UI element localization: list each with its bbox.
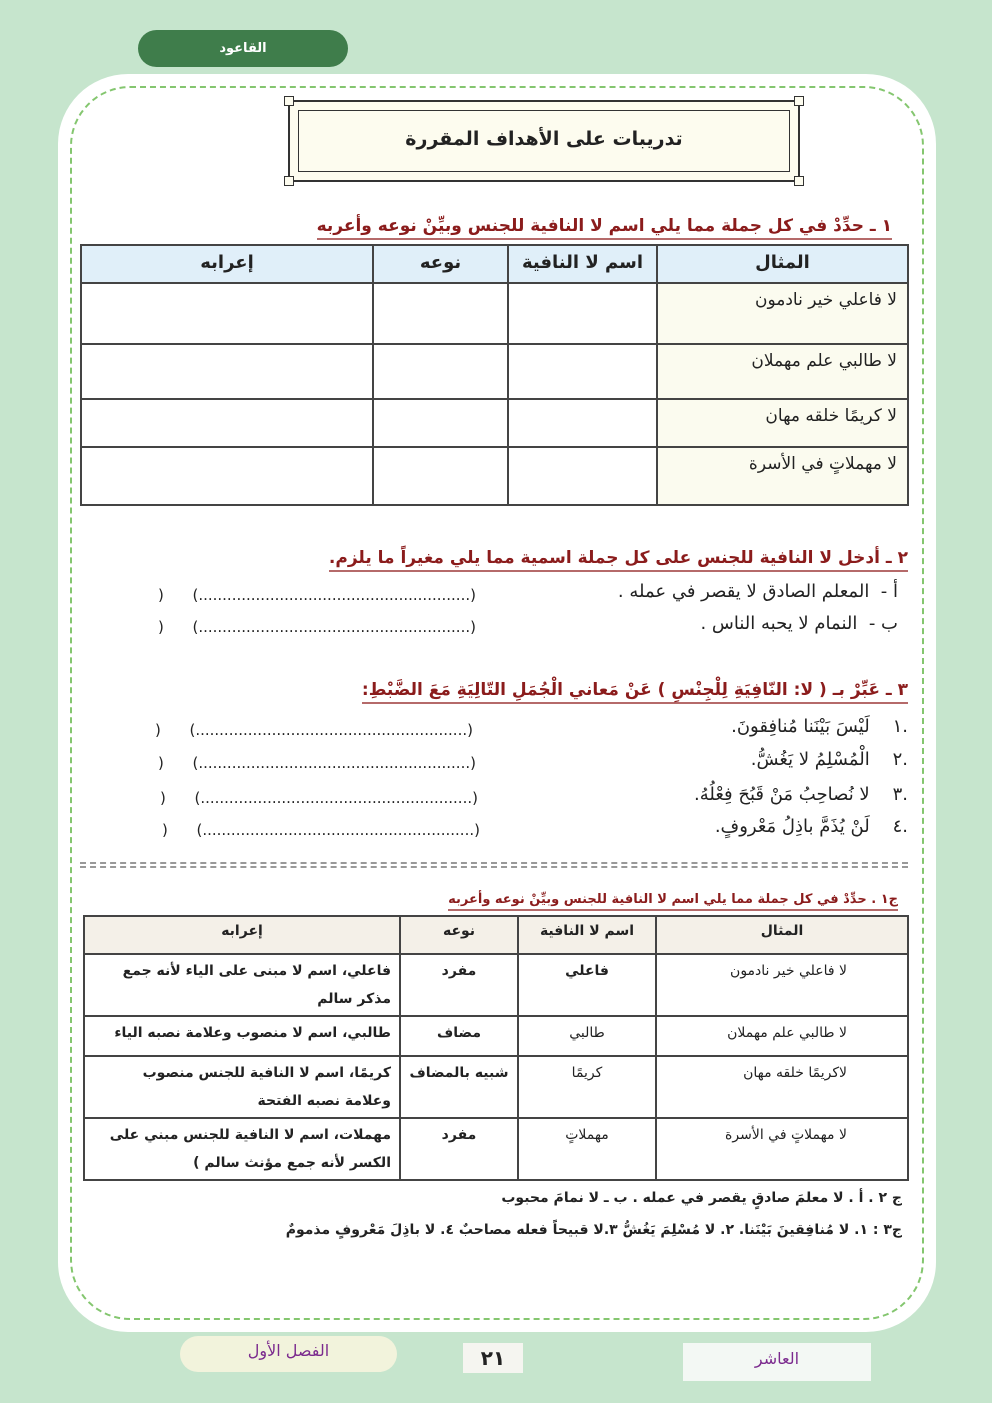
example-cell: لا مهملاتٍ في الأسرة	[657, 447, 908, 505]
footer-term: الفصل الأول	[180, 1336, 397, 1372]
answer-blank[interactable]: ) (.........................................................)	[158, 586, 476, 604]
col-header: إعرابه	[84, 916, 400, 954]
example-cell: لا طالبي علم مهملان	[657, 344, 908, 399]
answer-blank[interactable]: ) (.........................................................)	[162, 821, 480, 839]
noun-cell: طالبي	[518, 1016, 656, 1056]
footer-grade: العاشر	[683, 1343, 871, 1381]
example-cell: لا كريمًا خلقه مهان	[657, 399, 908, 447]
item-text: المعلم الصادق لا يقصر في عمله .	[617, 581, 870, 602]
q3-item	[715, 816, 908, 837]
example-cell: لا مهملاتٍ في الأسرة	[656, 1118, 908, 1180]
q1-heading: ١ ـ حدِّدْ في كل جملة مما يلي اسم لا النافية للجنس وبيِّنْ نوعه وأعربه	[317, 216, 892, 240]
parse-cell: طالبي، اسم لا منصوب وعلامة نصبه الياء	[84, 1016, 400, 1056]
answer-cell[interactable]	[373, 447, 508, 505]
answer-3: ج٣ : ١. لا مُنافِقينَ بَيْنَنا. ٢. لا مُسْلِمَ يَغُشُّ ٣.لا قبيحاً فعله مصاحبٌ ٤. لا باذِلَ مَعْروفٍ مذمومٌ	[285, 1222, 902, 1238]
example-cell: لا طالبي علم مهملان	[656, 1016, 908, 1056]
answer-cell[interactable]	[508, 447, 657, 505]
answer-cell[interactable]	[81, 399, 373, 447]
answer-cell[interactable]	[508, 344, 657, 399]
answer-blank[interactable]: ) (.........................................................)	[155, 721, 473, 739]
type-cell: مضاف	[400, 1016, 518, 1056]
parse-cell: فاعلي، اسم لا مبنى على الياء لأنه جمع مذكر سالم	[84, 954, 400, 1016]
item-text: لَنْ يُذَمَّ باذِلُ مَعْروفٍ.	[714, 816, 870, 837]
answer-cell[interactable]	[508, 283, 657, 344]
item-label: ب -	[868, 613, 898, 634]
type-cell: مفرد	[400, 954, 518, 1016]
example-cell: لا فاعلي خير نادمون	[656, 954, 908, 1016]
item-label: .٣	[892, 784, 908, 805]
example-cell: لاكريمًا خلقه مهان	[656, 1056, 908, 1118]
page-number: ٢١	[463, 1343, 523, 1373]
item-text: لا نُصاحِبُ مَنْ قَبُحَ فِعْلُهُ.	[694, 784, 870, 805]
answer-cell[interactable]	[81, 344, 373, 399]
author-pill: القاعود	[138, 30, 348, 67]
item-label: .١	[892, 716, 908, 737]
answer-table	[83, 915, 909, 1181]
item-text: النمام لا يحبه الناس .	[700, 613, 858, 634]
q2-item	[700, 613, 898, 634]
answers-heading: ج١ . حدِّدْ في كل جملة مما يلي اسم لا النافية للجنس وبيِّنْ نوعه وأعربه	[448, 892, 898, 911]
answer-blank[interactable]: ) (.........................................................)	[158, 618, 476, 636]
q3-heading: ٣ ـ عَبِّرْ بـ ( لا: النّافِيَةِ لِلْجِنْسِ ) عَنْ مَعاني الْجُمَلِ التّالِيَةِ مَعَ الضَّبْطِ:	[362, 680, 908, 704]
col-header: اسم لا النافية	[508, 245, 657, 283]
q2-item	[618, 581, 898, 602]
noun-cell: فاعلي	[518, 954, 656, 1016]
answer-cell[interactable]	[373, 283, 508, 344]
answer-cell[interactable]	[81, 447, 373, 505]
noun-cell: مهملاتٍ	[518, 1118, 656, 1180]
item-label: .٤	[892, 816, 908, 837]
q2-heading: ٢ ـ أدخل لا النافية للجنس على كل جملة اسمية مما يلي مغيراً ما يلزم.	[329, 548, 908, 572]
col-header: نوعه	[373, 245, 508, 283]
item-label: .٢	[892, 749, 908, 770]
answer-blank[interactable]: ) (.........................................................)	[158, 754, 476, 772]
answer-cell[interactable]	[373, 344, 508, 399]
col-header: المثال	[657, 245, 908, 283]
col-header: اسم لا النافية	[518, 916, 656, 954]
col-header: نوعه	[400, 916, 518, 954]
col-header: إعرابه	[81, 245, 373, 283]
example-cell: لا فاعلي خير نادمون	[657, 283, 908, 344]
q3-item	[694, 784, 908, 805]
answer-cell[interactable]	[373, 399, 508, 447]
q3-item	[751, 749, 908, 770]
answer-cell[interactable]	[508, 399, 657, 447]
separator	[80, 862, 908, 868]
title-box	[288, 100, 800, 182]
answer-blank[interactable]: ) (.........................................................)	[160, 789, 478, 807]
parse-cell: كريمًا، اسم لا النافية للجنس منصوب وعلامة نصبه الفتحة	[84, 1056, 400, 1118]
page-title: تدريبات على الأهداف المقررة	[405, 128, 683, 150]
type-cell: شبيه بالمضاف	[400, 1056, 518, 1118]
item-label: أ -	[880, 581, 898, 602]
q3-item	[731, 716, 908, 737]
type-cell: مفرد	[400, 1118, 518, 1180]
item-text: لَيْسَ بَيْنَنا مُنافِقونَ.	[731, 716, 870, 737]
answer-cell[interactable]	[81, 283, 373, 344]
col-header: المثال	[656, 916, 908, 954]
q1-table	[80, 244, 909, 506]
item-text: الْمُسْلِمُ لا يَغُشُّ.	[750, 749, 870, 770]
parse-cell: مهملات، اسم لا النافية للجنس مبني على الكسر لأنه جمع مؤنث سالم )	[84, 1118, 400, 1180]
noun-cell: كريمًا	[518, 1056, 656, 1118]
answer-2: ج ٢ . أ . لا معلمَ صادقٍ يقصر في عمله . ب ـ لا نمامَ محبوب	[501, 1190, 902, 1206]
